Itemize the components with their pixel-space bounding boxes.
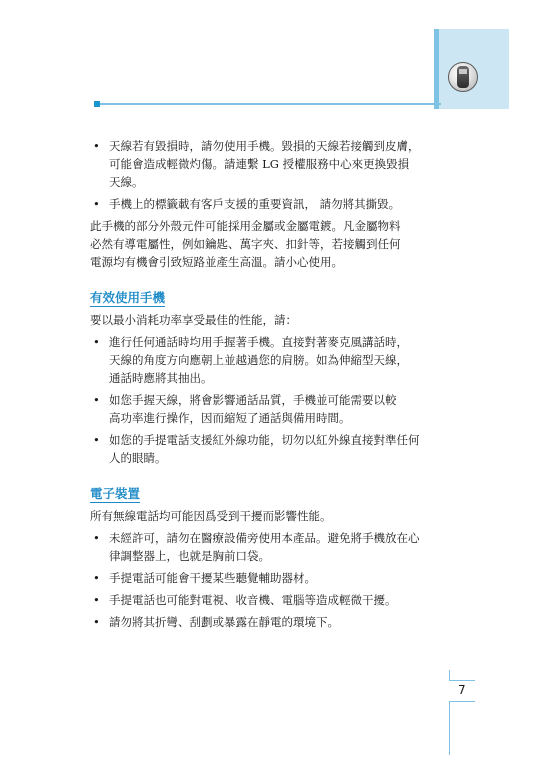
header-rule-marker: [94, 101, 100, 107]
list-item: [90, 613, 460, 631]
intro-paragraph: 此手機的部分外殼元件可能採用金屬或金屬電鍍。凡金屬物料 必然有導電屬性，例如鑰匙、萬字夾、扣針等，若接觸到任何 電源均有機會引致短路並產生高溫。請小心使用。: [90, 219, 401, 269]
list-item: [90, 391, 460, 427]
list-item: [90, 431, 460, 467]
bullet-text: 未經許可，請勿在醫療設備旁使用本產品。避免將手機放在心 律調整器上，也就是胸前口袋。: [109, 531, 420, 563]
list-item: [90, 591, 460, 609]
page-number: 7: [458, 683, 466, 697]
section-lead-efficient-use: 要以最小消耗功率享受最佳的性能，請：: [90, 313, 297, 327]
bullet-text: 手提電話可能會干擾某些聽覺輔助器材。: [109, 571, 316, 585]
bullet-icon: •: [93, 393, 100, 407]
section-lead-electronic-devices: 所有無線電話均可能因爲受到干擾而影響性能。: [90, 509, 332, 523]
bullet-icon: •: [93, 593, 100, 607]
phone-screen-icon: [459, 69, 467, 74]
bullet-text: 天線若有毀損時，請勿使用手機。毀損的天線若接觸到皮膚， 可能會造成輕微灼傷。請連繫 LG 授權服務中心來更換毀損 天線。: [109, 139, 420, 189]
list-item: [90, 195, 460, 213]
bullet-text: 請勿將其折彎、刮劃或暴露在靜電的環境下。: [109, 615, 339, 629]
section-heading-electronic-devices: 電子裝置: [90, 486, 141, 501]
bullet-text: 進行任何通話時均用手握著手機。直接對著麥克風講話時， 天線的角度方向應朝上並越過您的肩膀。如為伸縮型天線， 通話時應將其抽出。: [109, 335, 408, 385]
header-tab-edge: [434, 29, 439, 109]
list-item: [90, 569, 460, 587]
section-heading-efficient-use: 有效使用手機: [90, 290, 166, 305]
page-body: [90, 137, 460, 635]
bullet-icon: •: [93, 335, 100, 349]
bullet-text: 如您的手提電話支援紅外線功能，切勿以紅外線直接對準任何 人的眼睛。: [109, 433, 420, 465]
bullet-icon: •: [93, 139, 100, 153]
bullet-icon: •: [93, 571, 100, 585]
bullet-icon: •: [93, 197, 100, 211]
bullet-text: 手機上的標籤載有客戶支援的重要資訊， 請勿將其撕毀。: [109, 197, 401, 211]
list-item: [90, 137, 460, 191]
bullet-text: 如您手握天線，將會影響通話品質，手機並可能需要以較 高功率進行操作，因而縮短了通話與備用時間。: [109, 393, 397, 425]
list-item: [90, 529, 460, 565]
bullet-icon: •: [93, 615, 100, 629]
bullet-icon: •: [93, 433, 100, 447]
list-item: [90, 333, 460, 387]
bullet-text: 手提電話也可能對電視、收音機、電腦等造成輕微干擾。: [109, 593, 397, 607]
bullet-icon: •: [93, 531, 100, 545]
header-rule: [96, 103, 441, 105]
